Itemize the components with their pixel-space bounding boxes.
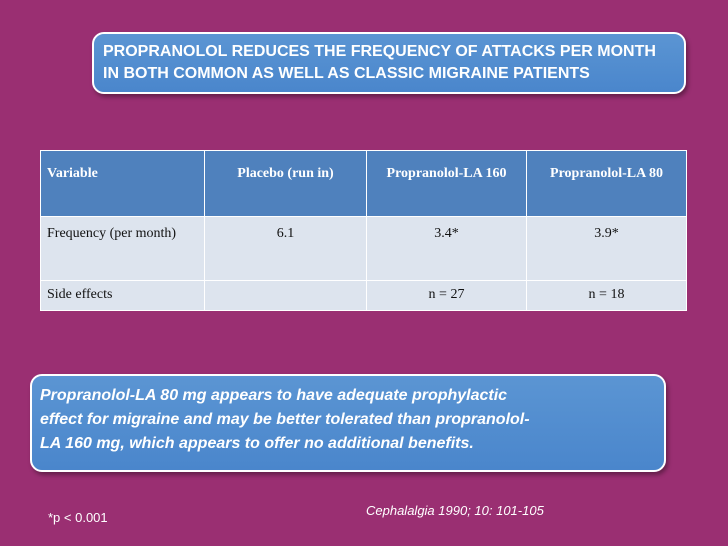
citation: Cephalalgia 1990; 10: 101-105 — [366, 503, 544, 518]
results-table — [40, 150, 687, 311]
conclusion-box — [30, 374, 666, 472]
cell-placebo — [205, 281, 367, 311]
cell-placebo: 6.1 — [205, 217, 367, 281]
conclusion-line-2: effect for migraine and may be better tolerated than propranolol- — [40, 411, 530, 428]
header-variable: Variable — [41, 151, 205, 217]
table-row — [41, 281, 687, 311]
table-header-row — [41, 151, 687, 217]
cell-propranolol-160: n = 27 — [367, 281, 527, 311]
header-placebo: Placebo (run in) — [205, 151, 367, 217]
significance-footnote: *p < 0.001 — [48, 510, 108, 525]
cell-variable: Side effects — [41, 281, 205, 311]
conclusion-line-1: Propranolol-LA 80 mg appears to have adequate prophylactic — [40, 387, 508, 404]
cell-propranolol-160: 3.4* — [367, 217, 527, 281]
title-line-1: PROPRANOLOL REDUCES THE FREQUENCY OF ATTACKS PER MONTH — [103, 43, 656, 60]
cell-propranolol-80: 3.9* — [527, 217, 687, 281]
cell-variable: Frequency (per month) — [41, 217, 205, 281]
title-line-2: IN BOTH COMMON AS WELL AS CLASSIC MIGRAINE PATIENTS — [103, 65, 590, 82]
conclusion-line-3: LA 160 mg, which appears to offer no additional benefits. — [40, 435, 474, 452]
title-box — [92, 32, 686, 94]
cell-propranolol-80: n = 18 — [527, 281, 687, 311]
table-row — [41, 217, 687, 281]
header-propranolol-160: Propranolol-LA 160 — [367, 151, 527, 217]
header-propranolol-80: Propranolol-LA 80 — [527, 151, 687, 217]
